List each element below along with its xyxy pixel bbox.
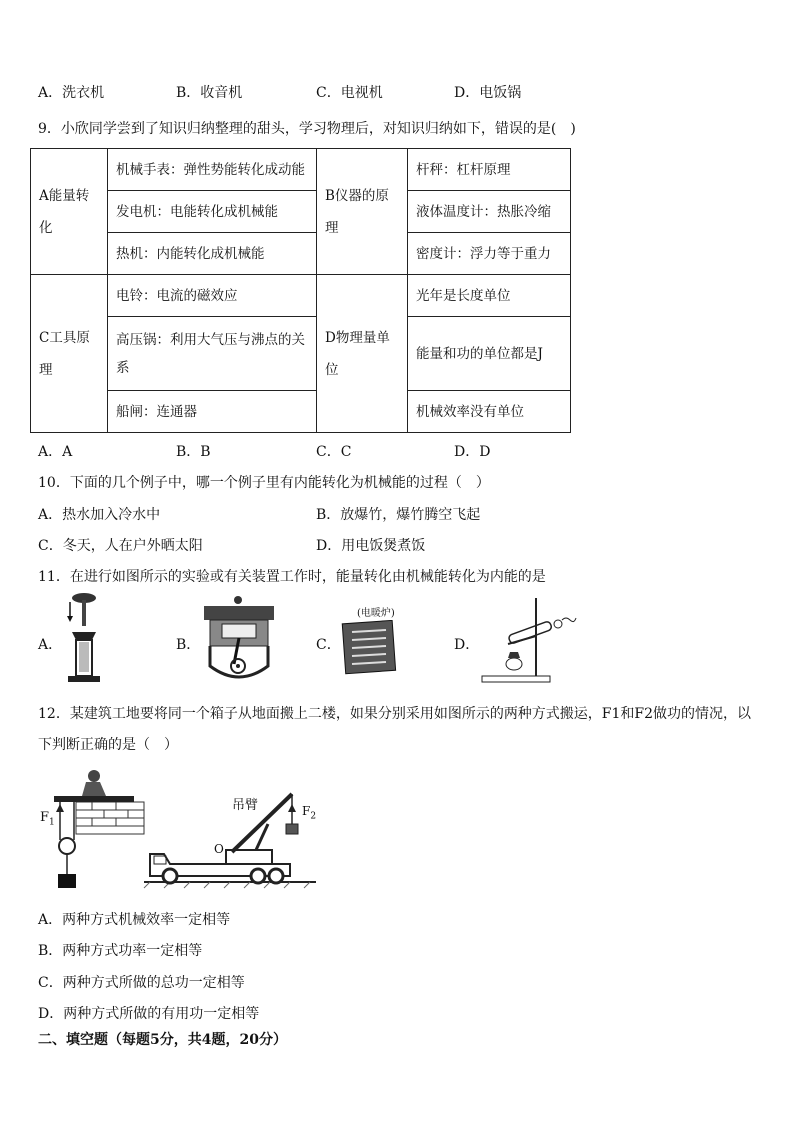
q11-figure-c-label: (电暖炉) [357,608,395,619]
q10-option-c[interactable]: C．冬天，人在户外晒太阳 [38,538,203,554]
q9-option-b[interactable]: B．B [176,444,211,460]
q9-cell-a-item: 机械手表：弹性势能转化成动能 [108,149,317,191]
q11-option-d[interactable]: D． [454,637,480,653]
q10-option-b[interactable]: B．放爆竹，爆竹腾空飞起 [316,507,481,523]
q11-figure-d-steam-test-tube [478,594,578,686]
q9-option-a[interactable]: A．A [38,444,73,460]
q8-option-b[interactable]: B．收音机 [176,85,243,101]
q9-cell-d-item: 能量和功的单位都是J [408,317,571,391]
q8-option-d[interactable]: D．电饭锅 [454,85,522,101]
q9-stem: 9．小欣同学尝到了知识归纳整理的甜头，学习物理后，对知识归纳如下，错误的是( ) [38,121,576,137]
q9-cell-c-item: 电铃：电流的磁效应 [108,275,317,317]
q11-option-a[interactable]: A． [38,637,63,653]
q10-option-d[interactable]: D．用电饭煲煮饭 [316,538,426,554]
q12-option-d[interactable]: D．两种方式所做的有用功一定相等 [38,1006,260,1022]
q12-label-o: O [214,842,224,856]
q9-cell-b-head: B仪器的原理 [317,149,408,275]
q11-option-c[interactable]: C． [316,637,341,653]
q9-cell-a-item: 发电机：电能转化成机械能 [108,191,317,233]
q11-figure-b-engine-cylinder [200,594,280,688]
q12-stem-line1: 12．某建筑工地要将同一个箱子从地面搬上二楼，如果分别采用如图所示的两种方式搬运，F1和F2做功的情况，以 [38,706,752,722]
q9-cell-b-item: 杆秤：杠杆原理 [408,149,571,191]
q12-option-b[interactable]: B．两种方式功率一定相等 [38,943,203,959]
q11-option-b[interactable]: B． [176,637,201,653]
q12-figure-crane-truck [140,790,320,890]
q12-label-f1: $F_1$ [40,810,55,828]
q12-option-a[interactable]: A．两种方式机械效率一定相等 [38,912,231,928]
q12-option-c[interactable]: C．两种方式所做的总功一定相等 [38,975,245,991]
q9-cell-d-item: 光年是长度单位 [408,275,571,317]
q9-cell-b-item: 液体温度计：热胀冷缩 [408,191,571,233]
q9-cell-a-head: A能量转化 [31,149,108,275]
q9-cell-d-head: D物理量单位 [317,275,408,433]
q11-figure-c-electric-heater [340,620,400,676]
q11-figure-a-air-compression [62,592,102,688]
q8-option-a[interactable]: A．洗衣机 [38,85,105,101]
q9-option-c[interactable]: C．C [316,444,352,460]
q9-option-d[interactable]: D．D [454,444,491,460]
q9-cell-c-item: 船闸：连通器 [108,391,317,433]
q10-option-a[interactable]: A．热水加入冷水中 [38,507,161,523]
q11-stem: 11．在进行如图所示的实验或有关装置工作时，能量转化由机械能转化为内能的是 [38,569,546,585]
q10-stem: 10．下面的几个例子中，哪一个例子里有内能转化为机械能的过程（ ） [38,475,490,491]
q9-cell-a-item: 热机：内能转化成机械能 [108,233,317,275]
q8-option-c[interactable]: C．电视机 [316,85,383,101]
q12-stem-line2: 下判断正确的是（ ） [38,737,178,753]
section-heading-fill-in: 二、填空题（每题5分，共4题，20分） [38,1032,287,1048]
q12-label-crane-arm: 吊臂 [232,798,259,813]
q12-figure-pulley [36,768,146,892]
q9-cell-d-item: 机械效率没有单位 [408,391,571,433]
q9-cell-c-item: 高压锅：利用大气压与沸点的关系 [108,317,317,391]
q9-cell-b-item: 密度计：浮力等于重力 [408,233,571,275]
q9-cell-c-head: C工具原理 [31,275,108,433]
q12-label-f2: $F_2$ [302,804,317,822]
q9-knowledge-table [30,148,571,433]
